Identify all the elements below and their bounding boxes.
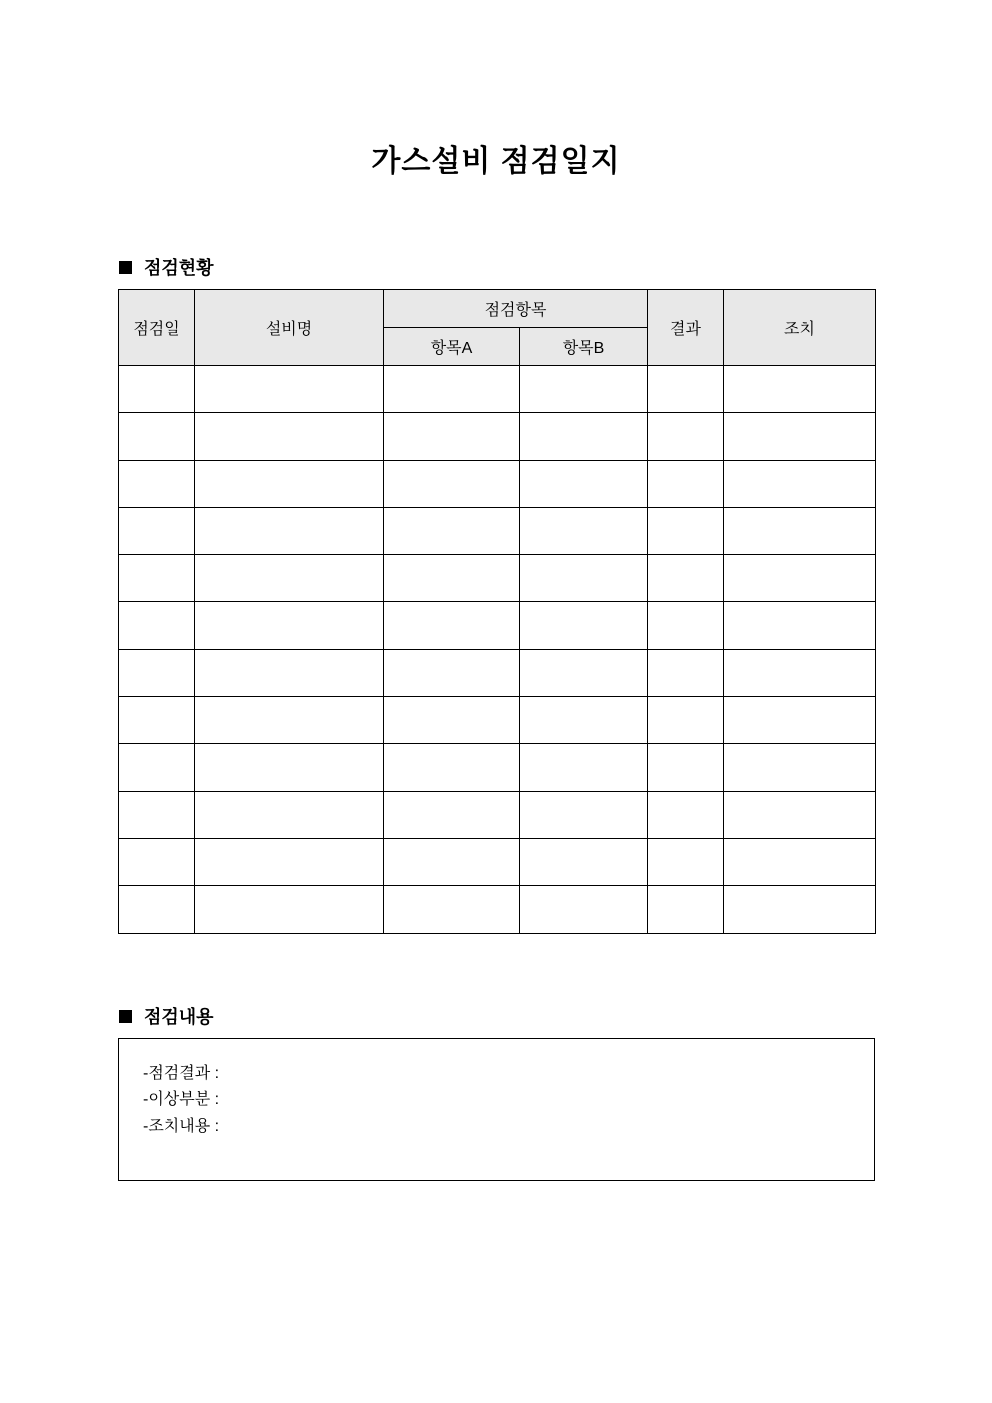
header-date: 점검일 xyxy=(119,290,195,366)
table-row xyxy=(119,366,876,413)
table-row xyxy=(119,555,876,602)
cell-item-a[interactable] xyxy=(384,507,520,554)
header-items-group: 점검항목 xyxy=(384,290,648,328)
table-row xyxy=(119,649,876,696)
cell-action[interactable] xyxy=(724,602,876,649)
square-bullet-icon xyxy=(119,1010,132,1023)
cell-equipment[interactable] xyxy=(195,697,384,744)
cell-action[interactable] xyxy=(724,649,876,696)
cell-item-b[interactable] xyxy=(520,838,648,885)
cell-item-a[interactable] xyxy=(384,649,520,696)
cell-date[interactable] xyxy=(119,555,195,602)
cell-date[interactable] xyxy=(119,649,195,696)
table-row xyxy=(119,838,876,885)
cell-action[interactable] xyxy=(724,697,876,744)
cell-result[interactable] xyxy=(648,649,724,696)
table-row xyxy=(119,791,876,838)
cell-equipment[interactable] xyxy=(195,366,384,413)
cell-action[interactable] xyxy=(724,460,876,507)
cell-item-a[interactable] xyxy=(384,791,520,838)
header-item-a: 항목A xyxy=(384,328,520,366)
inspection-content-box xyxy=(118,1038,875,1181)
cell-item-b[interactable] xyxy=(520,555,648,602)
header-equipment: 설비명 xyxy=(195,290,384,366)
header-action: 조치 xyxy=(724,290,876,366)
cell-result[interactable] xyxy=(648,413,724,460)
table-row xyxy=(119,744,876,791)
cell-action[interactable] xyxy=(724,744,876,791)
table-row xyxy=(119,602,876,649)
cell-result[interactable] xyxy=(648,366,724,413)
cell-equipment[interactable] xyxy=(195,744,384,791)
cell-date[interactable] xyxy=(119,791,195,838)
cell-item-b[interactable] xyxy=(520,507,648,554)
cell-result[interactable] xyxy=(648,744,724,791)
table-row xyxy=(119,886,876,933)
cell-item-a[interactable] xyxy=(384,602,520,649)
cell-item-b[interactable] xyxy=(520,460,648,507)
section-label: 점검내용 xyxy=(144,1007,214,1027)
cell-equipment[interactable] xyxy=(195,649,384,696)
content-line-result: -점검결과 : xyxy=(143,1065,220,1082)
cell-item-a[interactable] xyxy=(384,413,520,460)
cell-action[interactable] xyxy=(724,366,876,413)
cell-equipment[interactable] xyxy=(195,413,384,460)
cell-result[interactable] xyxy=(648,460,724,507)
cell-result[interactable] xyxy=(648,697,724,744)
table-body xyxy=(119,366,876,934)
cell-action[interactable] xyxy=(724,838,876,885)
table-row xyxy=(119,507,876,554)
document-title: 가스설비 점검일지 xyxy=(371,145,621,178)
cell-result[interactable] xyxy=(648,555,724,602)
cell-equipment[interactable] xyxy=(195,507,384,554)
inspection-table xyxy=(118,289,876,934)
header-item-b: 항목B xyxy=(520,328,648,366)
square-bullet-icon xyxy=(119,261,132,274)
content-line-action: -조치내용 : xyxy=(143,1118,220,1135)
cell-equipment[interactable] xyxy=(195,886,384,933)
cell-action[interactable] xyxy=(724,791,876,838)
cell-result[interactable] xyxy=(648,791,724,838)
section-label: 점검현황 xyxy=(144,258,214,278)
cell-result[interactable] xyxy=(648,838,724,885)
cell-item-a[interactable] xyxy=(384,366,520,413)
cell-date[interactable] xyxy=(119,697,195,744)
cell-action[interactable] xyxy=(724,507,876,554)
cell-date[interactable] xyxy=(119,886,195,933)
cell-item-a[interactable] xyxy=(384,697,520,744)
cell-date[interactable] xyxy=(119,460,195,507)
cell-item-a[interactable] xyxy=(384,886,520,933)
table-row xyxy=(119,460,876,507)
cell-item-a[interactable] xyxy=(384,838,520,885)
header-result: 결과 xyxy=(648,290,724,366)
cell-date[interactable] xyxy=(119,744,195,791)
cell-item-a[interactable] xyxy=(384,460,520,507)
cell-item-b[interactable] xyxy=(520,366,648,413)
cell-item-b[interactable] xyxy=(520,744,648,791)
cell-result[interactable] xyxy=(648,507,724,554)
cell-date[interactable] xyxy=(119,413,195,460)
cell-equipment[interactable] xyxy=(195,791,384,838)
cell-equipment[interactable] xyxy=(195,838,384,885)
cell-action[interactable] xyxy=(724,413,876,460)
cell-item-a[interactable] xyxy=(384,555,520,602)
cell-date[interactable] xyxy=(119,507,195,554)
cell-equipment[interactable] xyxy=(195,555,384,602)
cell-equipment[interactable] xyxy=(195,602,384,649)
cell-action[interactable] xyxy=(724,555,876,602)
cell-equipment[interactable] xyxy=(195,460,384,507)
cell-item-b[interactable] xyxy=(520,602,648,649)
cell-item-b[interactable] xyxy=(520,697,648,744)
cell-date[interactable] xyxy=(119,366,195,413)
cell-item-b[interactable] xyxy=(520,649,648,696)
table-row xyxy=(119,413,876,460)
section-heading-inspection-content xyxy=(119,1003,214,1029)
cell-item-b[interactable] xyxy=(520,791,648,838)
cell-item-b[interactable] xyxy=(520,886,648,933)
cell-result[interactable] xyxy=(648,602,724,649)
content-line-abnormal: -이상부분 : xyxy=(143,1091,220,1108)
cell-item-b[interactable] xyxy=(520,413,648,460)
cell-result[interactable] xyxy=(648,886,724,933)
table-row xyxy=(119,697,876,744)
cell-action[interactable] xyxy=(724,886,876,933)
section-heading-inspection-status xyxy=(119,254,214,280)
cell-date[interactable] xyxy=(119,602,195,649)
cell-item-a[interactable] xyxy=(384,744,520,791)
cell-date[interactable] xyxy=(119,838,195,885)
